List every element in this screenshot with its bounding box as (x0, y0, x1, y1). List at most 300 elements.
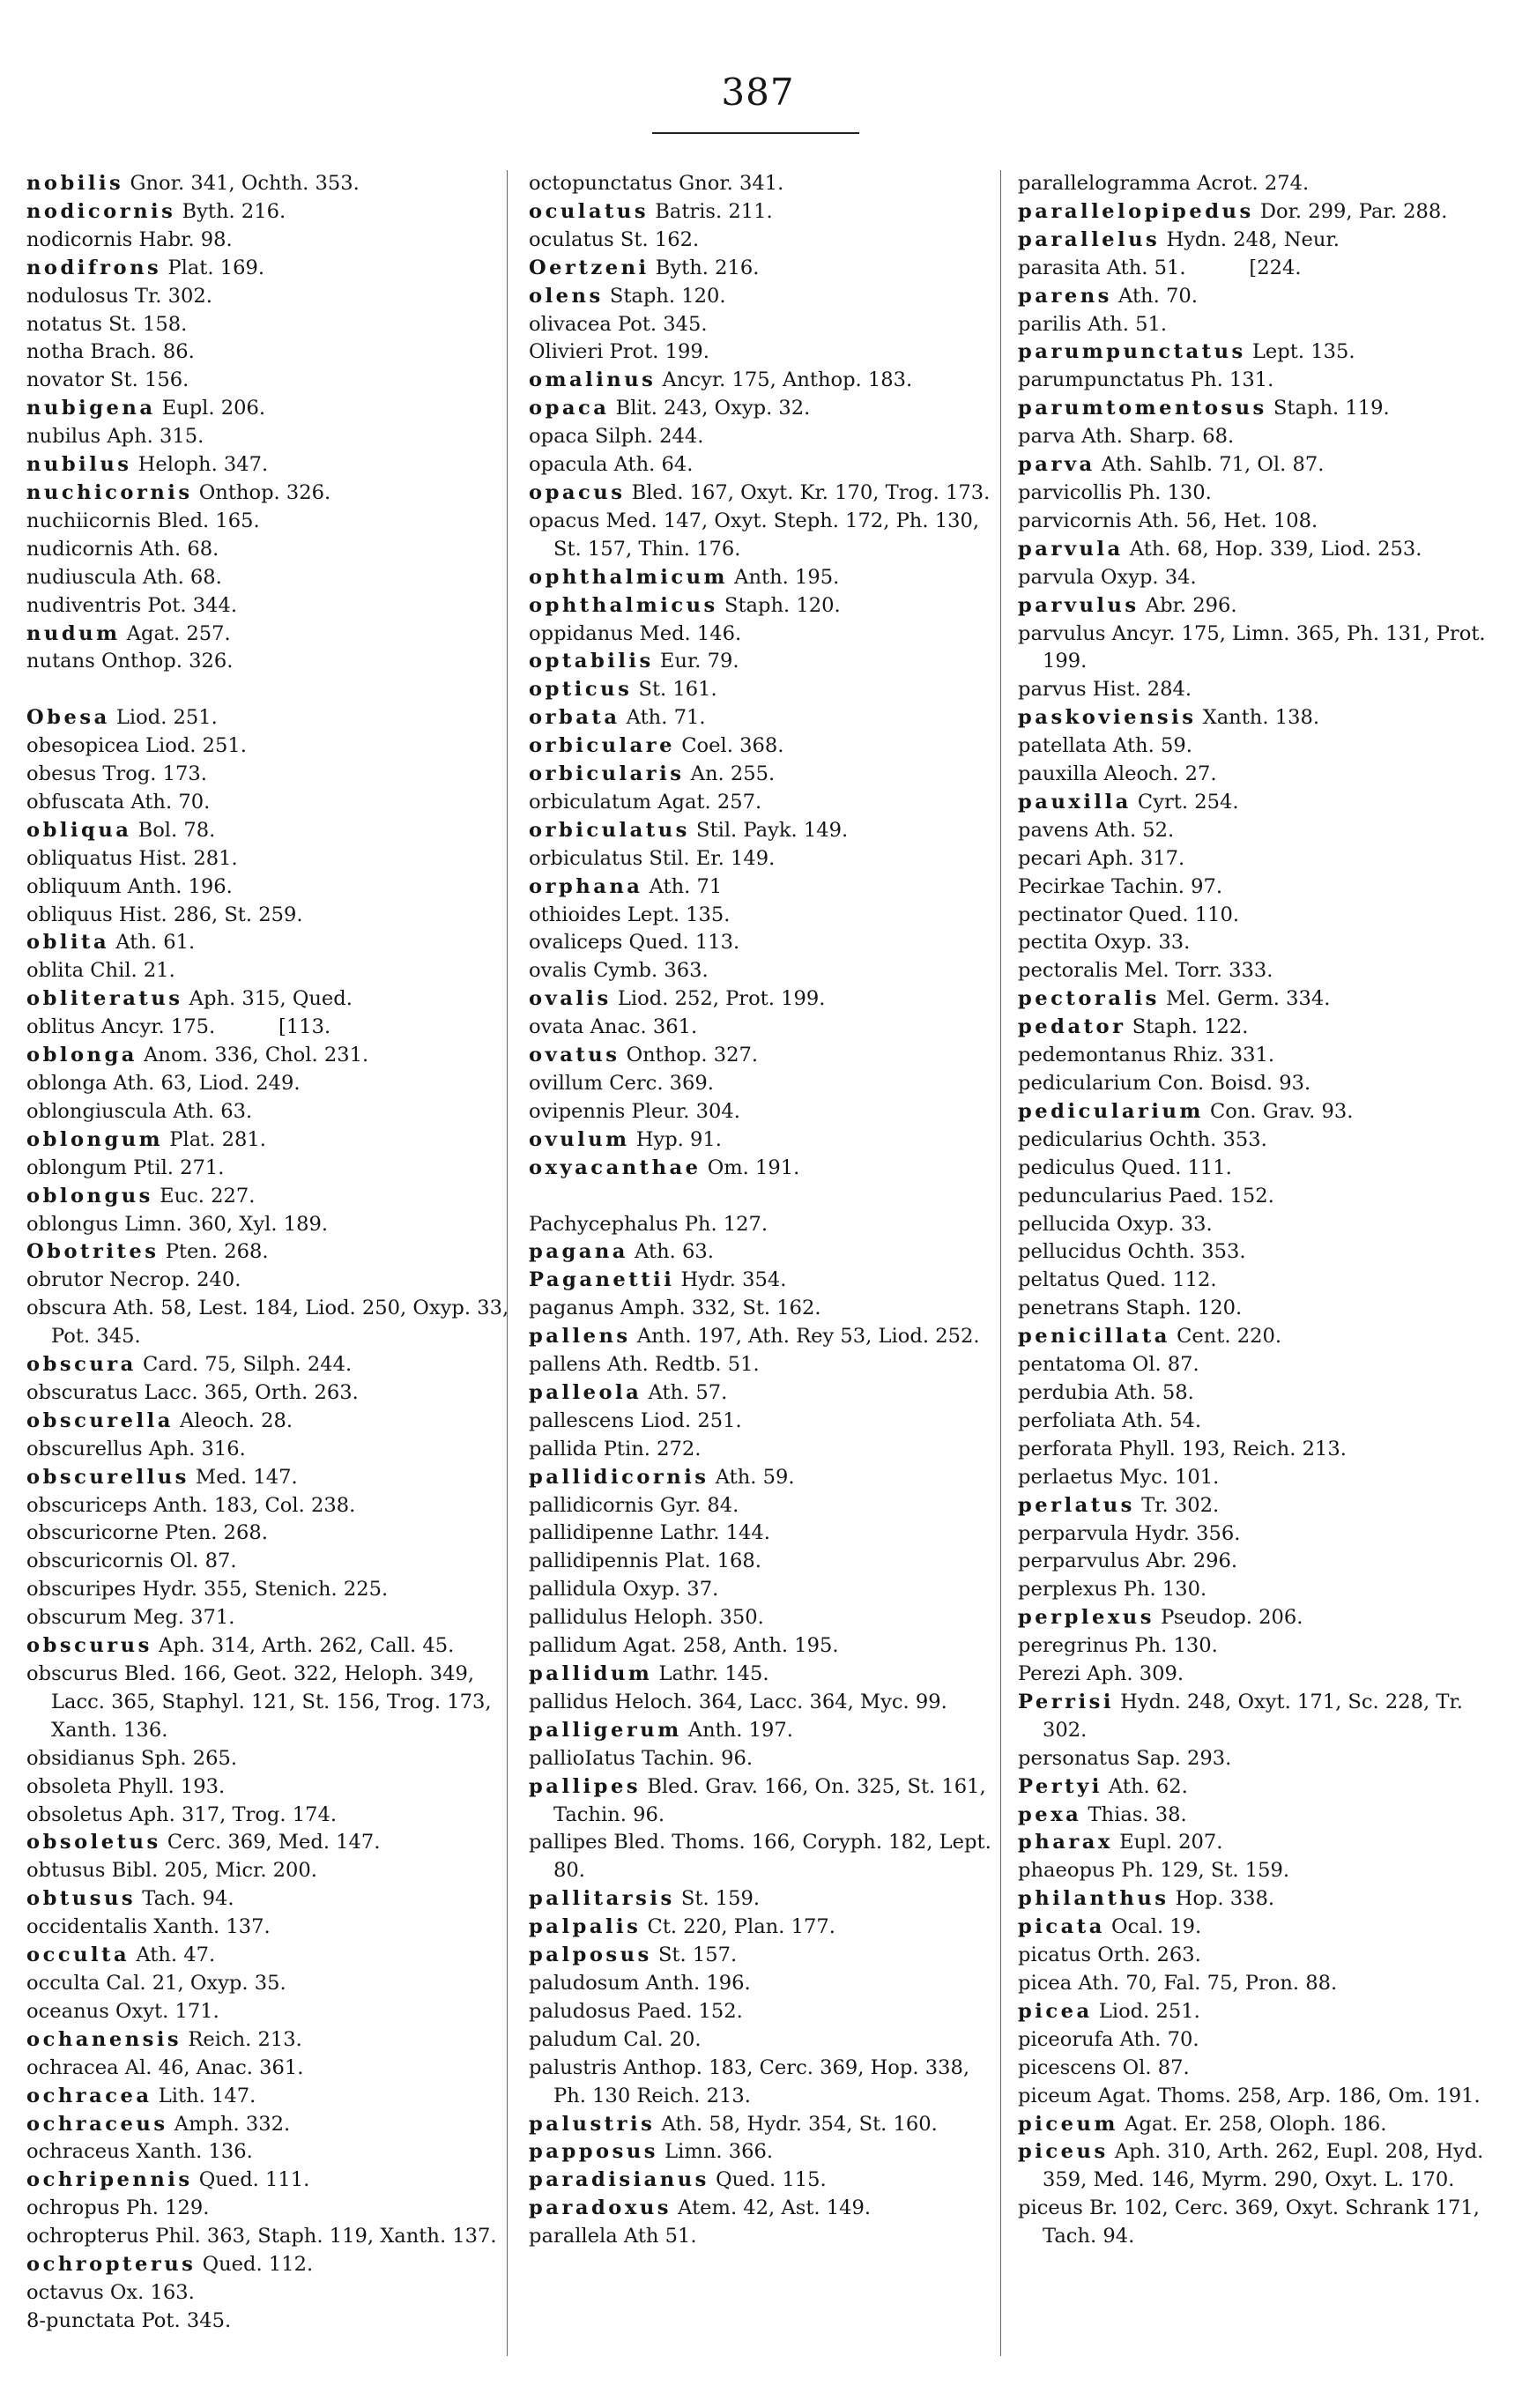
entry-text: ovillum Cerc. 369. (529, 1072, 714, 1095)
entry-text: pellucida Oxyp. 33. (1018, 1212, 1213, 1236)
entry-term-spaced: parumpunctatus (1018, 340, 1246, 364)
index-entry (26, 2138, 511, 2166)
index-entry (1018, 283, 1507, 311)
entry-text: Qued. 115. (709, 2168, 827, 2192)
index-entry (26, 1211, 511, 1239)
entry-term-spaced: nobilis (26, 172, 124, 195)
entry-text: 8-punctata Pot. 345. (26, 2308, 232, 2332)
index-entry (1018, 2195, 1507, 2251)
entry-text: nubilus Aph. 315. (26, 425, 204, 449)
entry-term-spaced: piceum (1018, 2112, 1118, 2136)
entry-text: Stil. Payk. 149. (689, 818, 849, 842)
entry-text: Pecirkae Tachin. 97. (1018, 874, 1223, 898)
entry-text: pectita Oxyp. 33. (1018, 931, 1191, 955)
entry-text: patellata Ath. 59. (1018, 734, 1192, 758)
index-entry (1018, 395, 1507, 423)
index-entry (1018, 423, 1507, 451)
index-entry (529, 283, 1005, 311)
entry-text: nudicornis Ath. 68. (26, 537, 219, 561)
index-entry (26, 732, 511, 761)
index-entry (26, 2308, 511, 2336)
entry-term-spaced: picea (1018, 1999, 1093, 2023)
entry-text: obscuriceps Anth. 183, Col. 238. (26, 1493, 356, 1517)
entry-text: Hydn. 248, Oxyt. 171, Sc. 228, Tr. 302. (1043, 1690, 1470, 1742)
entry-term-spaced: philanthus (1018, 1887, 1169, 1911)
entry-text: oblongus Limn. 360, Xyl. 189. (26, 1212, 329, 1236)
index-entry (1018, 1942, 1507, 1970)
index-entry (1018, 817, 1507, 845)
entry-text: opacus Med. 147, Oxyt. Steph. 172, Ph. 130, St. 157, Thin. 176. (529, 509, 986, 561)
index-entry (26, 902, 511, 930)
entry-text: parvulus Ancyr. 175, Limn. 365, Ph. 131, Prot. 199. (1018, 621, 1492, 673)
entry-term-spaced: ophthalmicus (529, 593, 718, 617)
entry-text: obsoleta Phyll. 193. (26, 1774, 226, 1798)
entry-text: Card. 75, Silph. 244. (136, 1353, 353, 1377)
entry-text: St. 159. (674, 1887, 761, 1911)
index-entry (1018, 1126, 1507, 1155)
index-entry (529, 1717, 1005, 1745)
entry-term-spaced: nodifrons (26, 256, 162, 279)
entry-text: obliquatus Hist. 281. (26, 846, 238, 870)
entry-text: occidentalis Xanth. 137. (26, 1915, 271, 1939)
index-entry (529, 1632, 1005, 1661)
index-entry (1018, 902, 1507, 930)
index-entry (1018, 761, 1507, 789)
index-entry (1018, 2083, 1507, 2111)
entry-text: Thias. 38. (1081, 1802, 1187, 1826)
entry-text: oppidanus Med. 146. (529, 621, 742, 645)
header-rule (652, 132, 859, 134)
entry-text: obscura Ath. 58, Lest. 184, Liod. 250, Oxyp. 33, Pot. 345. (26, 1297, 516, 1349)
entry-term-spaced: palustris (529, 2112, 656, 2136)
index-entry (26, 1464, 511, 1492)
index-entry (26, 789, 511, 817)
entry-text: Liod. 252, Prot. 199. (611, 987, 826, 1011)
entry-text: Agat. 257. (120, 621, 231, 645)
index-entry (529, 2055, 1005, 2111)
entry-text: Qued. 112. (196, 2253, 314, 2277)
entry-text: parvula Oxyp. 34. (1018, 565, 1197, 589)
index-entry (529, 1604, 1005, 1632)
entry-text: Ocal. 19. (1104, 1915, 1202, 1939)
index-entry (529, 1998, 1005, 2026)
index-entry (1018, 1576, 1507, 1604)
index-entry (1018, 536, 1507, 564)
index-entry (1018, 1492, 1507, 1520)
entry-text: Ath. 63. (627, 1240, 714, 1264)
entry-text: octopunctatus Gnor. 341. (529, 172, 784, 195)
entry-text: paludosum Anth. 196. (529, 1971, 751, 1995)
entry-text: Staph. 119. (1266, 397, 1390, 420)
entry-term-spaced: parallelus (1018, 227, 1161, 251)
entry-term-spaced: oculatus (529, 199, 650, 223)
index-entry (529, 367, 1005, 395)
entry-text: pallidulus Heloph. 350. (529, 1606, 764, 1630)
entry-text: oblita Chil. 21. (26, 959, 175, 983)
entry-text: perlaetus Myc. 101. (1018, 1465, 1220, 1489)
entry-text: paludum Cal. 20. (529, 2027, 702, 2051)
entry-text: Ath. 61. (109, 931, 196, 955)
entry-text: peregrinus Ph. 130. (1018, 1634, 1218, 1658)
entry-term-spaced: pallipes (529, 1774, 642, 1798)
index-entry (26, 1745, 511, 1773)
index-entry (1018, 508, 1507, 536)
index-entry (529, 2138, 1005, 2166)
index-entry (26, 957, 511, 985)
index-entry (1018, 621, 1507, 677)
index-entry (1018, 1042, 1507, 1070)
index-entry (1018, 479, 1507, 508)
index-entry (26, 1802, 511, 1830)
index-entry (529, 1885, 1005, 1914)
entry-text: ochropterus Phil. 363, Staph. 119, Xanth. 137. (26, 2225, 497, 2248)
index-entry (26, 648, 511, 676)
index-entry (1018, 311, 1507, 339)
entry-text: piceorufa Ath. 70. (1018, 2027, 1199, 2051)
entry-text: piceus Br. 102, Cerc. 369, Oxyt. Schrank 171, Tach. 94. (1018, 2196, 1487, 2248)
index-entry (529, 1351, 1005, 1379)
index-entry (26, 873, 511, 902)
entry-term-spaced: pallitarsis (529, 1887, 675, 1911)
index-entry (26, 929, 511, 957)
entry-term-spaced: perlatus (1018, 1493, 1135, 1517)
entry-text: ovata Anac. 361. (529, 1015, 698, 1039)
index-entry (26, 1885, 511, 1914)
index-entry (529, 873, 1005, 902)
index-entry (26, 2279, 511, 2308)
entry-text: Anom. 336, Chol. 231. (137, 1044, 369, 1067)
entry-text: perdubia Ath. 58. (1018, 1380, 1194, 1404)
index-entry (1018, 1098, 1507, 1126)
entry-text: perforata Phyll. 193, Reich. 213. (1018, 1437, 1347, 1460)
entry-text: pedicularium Con. Boisd. 93. (1018, 1072, 1311, 1095)
entry-term-spaced: nubilus (26, 453, 132, 477)
index-entry (26, 1042, 511, 1070)
entry-term-spaced: parens (1018, 284, 1112, 308)
entry-text: Cyrt. 254. (1131, 790, 1239, 814)
entry-term-spaced: orbicularis (529, 762, 685, 786)
entry-text: Blit. 243, Oxyp. 32. (609, 397, 811, 420)
entry-text: Coel. 368. (675, 734, 784, 758)
index-entry (529, 170, 1005, 198)
entry-text: obscuricornis Ol. 87. (26, 1550, 237, 1573)
entry-term-spaced: pallidum (529, 1662, 653, 1686)
entry-text: parumpunctatus Ph. 131. (1018, 368, 1274, 392)
entry-term-spaced: nudum (26, 621, 121, 645)
entry-text: Tach. 94. (136, 1887, 234, 1911)
entry-term-spaced: obscura (26, 1353, 137, 1377)
entry-text: orbiculatus Stil. Er. 149. (529, 846, 776, 870)
entry-text: pedicularius Ochth. 353. (1018, 1127, 1267, 1151)
index-entry (26, 1632, 511, 1661)
index-entry (529, 1773, 1005, 1830)
index-entry (26, 1070, 511, 1098)
entry-term-spaced: pedicularium (1018, 1099, 1204, 1123)
entry-term-spaced: pauxilla (1018, 790, 1132, 814)
index-entry (26, 1857, 511, 1885)
entry-text: oblitus Ancyr. 175. [113. (26, 1015, 331, 1039)
entry-term-spaced: pexa (1018, 1802, 1082, 1826)
entry-text: Onthop. 327. (620, 1044, 759, 1067)
entry-text: pallidum Agat. 258, Anth. 195. (529, 1634, 839, 1658)
index-entry (26, 2026, 511, 2055)
index-entry (26, 2166, 511, 2195)
index-entry (1018, 1520, 1507, 1549)
entry-term-spaced: pedator (1018, 1015, 1126, 1039)
index-column-1 (26, 170, 516, 2336)
index-entry (529, 1942, 1005, 1970)
index-entry (529, 1126, 1005, 1155)
entry-text: Anth. 197, Ath. Rey 53, Liod. 252. (630, 1325, 980, 1349)
entry-text: Olivieri Prot. 199. (529, 340, 709, 364)
entry-term-spaced: opacus (529, 480, 626, 504)
index-entry (529, 1098, 1005, 1126)
entry-term-spaced: pallens (529, 1325, 631, 1349)
index-entry (26, 1351, 511, 1379)
index-entry (529, 1267, 1005, 1295)
entry-text: Cent. 220. (1169, 1325, 1282, 1349)
entry-term-spaced: ovatus (529, 1044, 620, 1067)
entry-term-spaced: palposus (529, 1943, 652, 1967)
entry-term-spaced: parumtomentosus (1018, 397, 1267, 420)
entry-text: parvus Hist. 284. (1018, 678, 1192, 702)
entry-term-spaced: Obesa (26, 706, 110, 730)
entry-term-spaced: obscurellus (26, 1465, 189, 1489)
entry-text: Ath. 58, Hydr. 354, St. 160. (655, 2112, 938, 2136)
entry-term-spaced: nubigena (26, 397, 156, 420)
index-entry (26, 255, 511, 283)
index-entry (1018, 789, 1507, 817)
entry-term-spaced: penicillata (1018, 1325, 1170, 1349)
entry-text: obtusus Bibl. 205, Micr. 200. (26, 1859, 317, 1883)
entry-term-spaced: palpalis (529, 1915, 642, 1939)
index-entry (26, 817, 511, 845)
entry-term-spaced: papposus (529, 2140, 658, 2164)
index-entry (26, 1492, 511, 1520)
index-entry (529, 985, 1005, 1014)
entry-text: Staph. 120. (717, 593, 841, 617)
entry-text: pallidus Heloch. 364, Lacc. 364, Myc. 99. (529, 1690, 947, 1713)
index-entry (529, 789, 1005, 817)
index-entry (529, 451, 1005, 479)
entry-text: Abr. 296. (1139, 593, 1237, 617)
index-entry (1018, 1802, 1507, 1830)
entry-term-spaced: Perrisi (1018, 1690, 1114, 1713)
entry-text: obrutor Necrop. 240. (26, 1268, 241, 1292)
index-entry (529, 1548, 1005, 1576)
entry-text: obscurus Bled. 166, Geot. 322, Heloph. 349, Lacc. 365, Staphyl. 121, St. 156, Trog. 173, Xanth. 136. (26, 1662, 498, 1742)
entry-text: nudiventris Pot. 344. (26, 593, 237, 617)
entry-text: Bol. 78. (131, 818, 216, 842)
entry-text: parvicornis Ath. 56, Het. 108. (1018, 509, 1318, 532)
entry-text: Con. Grav. 93. (1203, 1099, 1354, 1123)
index-entry (529, 311, 1005, 339)
index-entry (529, 423, 1005, 451)
entry-term-spaced: pharax (1018, 1831, 1113, 1854)
index-entry (529, 1295, 1005, 1323)
entry-text: ochropus Ph. 129. (26, 2196, 210, 2220)
index-entry (529, 1042, 1005, 1070)
index-entry (529, 1238, 1005, 1267)
index-entry (26, 1942, 511, 1970)
entry-text: Mel. Germ. 334. (1159, 987, 1331, 1011)
entry-text: opacula Ath. 64. (529, 453, 694, 477)
entry-text: piceum Agat. Thoms. 258, Arp. 186, Om. 191. (1018, 2084, 1481, 2107)
entry-text: olivacea Pot. 345. (529, 312, 708, 336)
entry-text: occulta Cal. 21, Oxyp. 35. (26, 1971, 286, 1995)
entry-term-spaced: ochripennis (26, 2168, 193, 2192)
entry-text: paludosus Paed. 152. (529, 1999, 743, 2023)
entry-text: parvicollis Ph. 130. (1018, 480, 1212, 504)
index-entry (26, 704, 511, 732)
entry-text: Eur. 79. (653, 650, 739, 673)
entry-text: Batris. 211. (649, 199, 773, 223)
index-entry (1018, 1548, 1507, 1576)
entry-text: Lathr. 145. (652, 1662, 769, 1686)
entry-text: obsoletus Aph. 317, Trog. 174. (26, 1802, 338, 1826)
entry-text: Perezi Aph. 309. (1018, 1662, 1184, 1686)
index-entry (529, 1379, 1005, 1408)
entry-term-spaced: ochraceus (26, 2112, 168, 2136)
page-number: 387 (721, 71, 795, 114)
index-entry (26, 2111, 511, 2139)
index-entry (1018, 1351, 1507, 1379)
entry-text: Pten. 268. (159, 1240, 269, 1264)
entry-text: Gnor. 341, Ochth. 353. (123, 172, 360, 195)
index-entry (1018, 1211, 1507, 1239)
index-entry (26, 1379, 511, 1408)
entry-text: parallelogramma Acrot. 274. (1018, 172, 1310, 195)
entry-text: picescens Ol. 87. (1018, 2055, 1190, 2079)
entry-text: ovaliceps Qued. 113. (529, 931, 740, 955)
index-entry (1018, 1323, 1507, 1351)
entry-text: Ath. 47. (130, 1943, 216, 1967)
entry-term-spaced: nodicornis (26, 199, 176, 223)
entry-text: opaca Silph. 244. (529, 425, 704, 449)
index-entry (529, 1323, 1005, 1351)
entry-term-spaced: Oertzeni (529, 256, 650, 279)
index-entry (529, 1745, 1005, 1773)
index-entry (26, 592, 511, 621)
index-entry (26, 536, 511, 564)
index-entry (1018, 255, 1507, 283)
entry-text: obesopicea Liod. 251. (26, 734, 247, 758)
index-entry (26, 1576, 511, 1604)
entry-text: obscuratus Lacc. 365, Orth. 263. (26, 1380, 359, 1404)
index-entry (529, 648, 1005, 676)
entry-text: picea Ath. 70, Fal. 75, Pron. 88. (1018, 1972, 1338, 1995)
entry-term-spaced: occulta (26, 1943, 130, 1967)
entry-term-spaced: perplexus (1018, 1606, 1154, 1630)
entry-text: Ath. 59. (709, 1465, 795, 1489)
entry-text: pentatoma Ol. 87. (1018, 1353, 1199, 1377)
index-entry (26, 1155, 511, 1183)
index-entry (26, 1014, 511, 1042)
entry-term-spaced: oblongus (26, 1184, 153, 1208)
index-entry (1018, 592, 1507, 621)
entry-text: Tr. 302. (1134, 1493, 1220, 1517)
entry-term-spaced: pagana (529, 1240, 628, 1264)
entry-text: pectoralis Mel. Torr. 333. (1018, 959, 1273, 983)
entry-text: Lept. 135. (1245, 340, 1355, 364)
index-entry (1018, 1661, 1507, 1689)
entry-text: Plat. 281. (163, 1127, 266, 1151)
entry-text: othioides Lept. 135. (529, 903, 731, 926)
index-entry (529, 255, 1005, 283)
index-entry (26, 479, 511, 508)
entry-text: Ath. 62. (1102, 1774, 1188, 1798)
index-column-3 (1018, 170, 1507, 2251)
index-entry (1018, 1689, 1507, 1745)
index-entry (26, 1126, 511, 1155)
index-entry (26, 1098, 511, 1126)
index-entry (529, 2166, 1005, 2195)
index-entry (529, 198, 1005, 227)
entry-text: Ath. 71 (642, 874, 723, 898)
entry-term-spaced: orphana (529, 874, 643, 898)
index-entry (1018, 1070, 1507, 1098)
index-entry (1018, 1970, 1507, 1998)
index-entry (529, 1408, 1005, 1436)
entry-text: Ath. 68, Hop. 339, Liod. 253. (1123, 537, 1422, 561)
index-entry (529, 1464, 1005, 1492)
index-entry (529, 2026, 1005, 2055)
index-entry (26, 2083, 511, 2111)
entry-term-spaced: olens (529, 284, 604, 308)
entry-text: nodulosus Tr. 302. (26, 284, 212, 308)
entry-text: pedemontanus Rhiz. 331. (1018, 1044, 1275, 1067)
index-entry (1018, 1914, 1507, 1942)
entry-term-spaced: piceus (1018, 2140, 1109, 2164)
entry-text: obscuripes Hydr. 355, Stenich. 225. (26, 1578, 389, 1602)
entry-text: obsidianus Sph. 265. (26, 1746, 238, 1770)
entry-text: ochracea Al. 46, Anac. 361. (26, 2055, 304, 2079)
index-entry (529, 1211, 1005, 1239)
column-divider-2 (1000, 170, 1001, 2356)
index-entry (26, 170, 511, 198)
entry-text: Qued. 111. (192, 2168, 310, 2192)
entry-term-spaced: ochropterus (26, 2253, 197, 2277)
entry-term-spaced: nuchicornis (26, 480, 193, 504)
index-entry (529, 732, 1005, 761)
entry-term-spaced: obtusus (26, 1887, 137, 1911)
index-entry (26, 2251, 511, 2279)
index-entry (1018, 227, 1507, 255)
entry-text: ochraceus Xanth. 136. (26, 2140, 253, 2164)
index-entry (26, 283, 511, 311)
entry-text: penetrans Staph. 120. (1018, 1297, 1243, 1320)
entry-term-spaced: oblonga (26, 1044, 137, 1067)
entry-text: pallens Ath. Redtb. 51. (529, 1353, 760, 1377)
entry-text: An. 255. (684, 762, 776, 786)
entry-term-spaced: obsoletus (26, 1831, 161, 1854)
entry-text: Ath. 57. (642, 1380, 728, 1404)
index-entry (1018, 1464, 1507, 1492)
index-entry (26, 227, 511, 255)
index-entry (1018, 1632, 1507, 1661)
index-entry (529, 2223, 1005, 2251)
entry-text: pallidula Oxyp. 37. (529, 1578, 719, 1602)
entry-text: parva Ath. Sharp. 68. (1018, 425, 1235, 449)
index-entry (26, 1914, 511, 1942)
index-entry (1018, 957, 1507, 985)
entry-text: Ath. 70. (1111, 284, 1198, 308)
index-column-2 (529, 170, 1005, 2251)
entry-text: pallidicornis Gyr. 84. (529, 1493, 739, 1517)
entry-text: Eupl. 207. (1112, 1831, 1223, 1854)
index-entry (529, 929, 1005, 957)
index-entry (529, 395, 1005, 423)
